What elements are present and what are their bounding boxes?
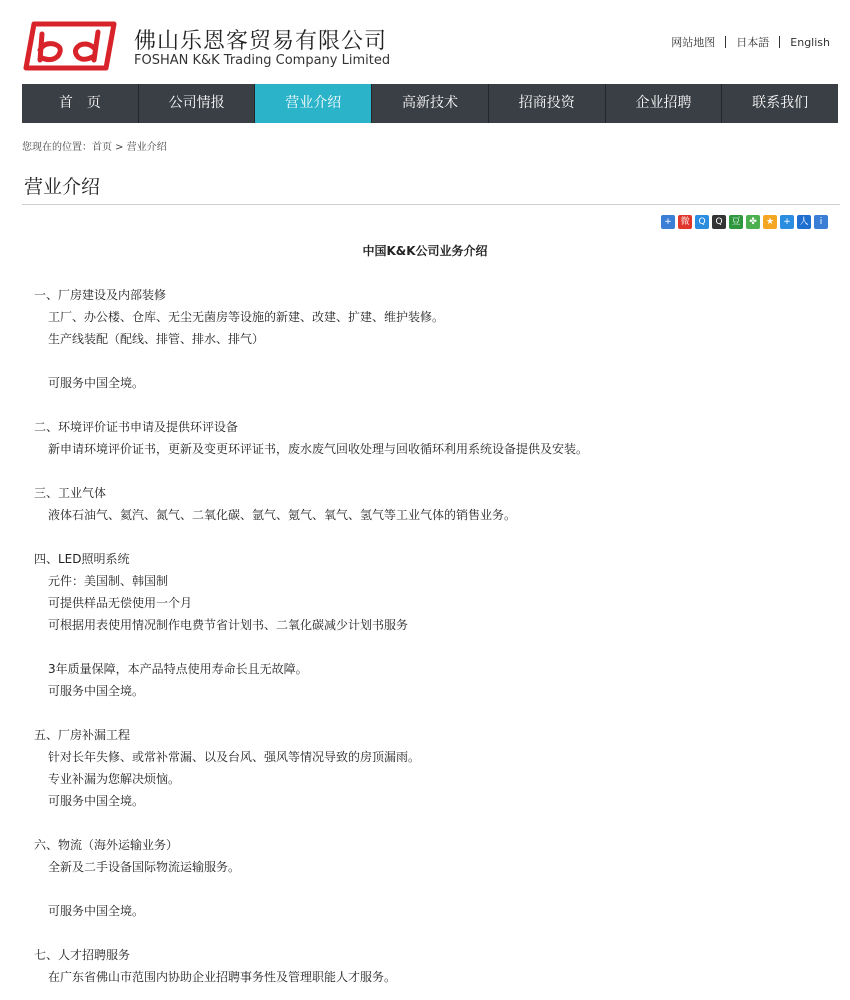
douban-icon[interactable]: 豆 — [729, 215, 743, 229]
section-line: 液体石油气、氦汽、氮气、二氧化碳、氩气、氪气、氧气、氢气等工业气体的销售业务。 — [48, 508, 517, 522]
breadcrumb-home-link[interactable]: 首页 — [92, 142, 112, 153]
section-line: 在广东省佛山市范围内协助企业招聘事务性及管理职能人才服务。 — [48, 970, 397, 984]
sitemap-link[interactable]: 网站地图 — [671, 36, 716, 49]
section-title: 三、工业气体 — [34, 486, 107, 500]
section-line: 元件：美国制、韩国制 — [48, 574, 169, 588]
plus-icon[interactable]: + — [661, 215, 675, 229]
nav-item-home[interactable]: 首 页 — [22, 84, 139, 123]
breadcrumb-current: 营业介绍 — [126, 142, 167, 153]
nav-item-business[interactable]: 营业介绍 — [255, 84, 372, 123]
renren-icon[interactable]: 人 — [797, 215, 811, 229]
main-nav — [22, 84, 838, 123]
spacer — [34, 350, 834, 372]
spacer — [34, 878, 834, 900]
title-divider — [22, 204, 840, 205]
english-link[interactable]: English — [790, 35, 830, 49]
section-line: 可服务中国全境。 — [48, 794, 145, 808]
section-line: 可提供样品无偿使用一个月 — [48, 596, 193, 610]
section-line: 可根据用表使用情况制作电费节省计划书、二氧化碳减少计划书服务 — [48, 618, 409, 632]
company-name-en: FOSHAN K&K Trading Company Limited — [134, 53, 391, 68]
share-toolbar — [661, 215, 828, 229]
site-header — [0, 0, 850, 84]
breadcrumb — [22, 138, 167, 153]
japanese-link[interactable]: 日本語 — [736, 36, 770, 49]
section-line: 专业补漏为您解决烦恼。 — [48, 772, 181, 786]
weibo-icon[interactable]: 微 — [678, 215, 692, 229]
section-line: 全新及二手设备国际物流运输服务。 — [48, 860, 241, 874]
section-line: 新申请环境评价证书，更新及变更环评证书，废水废气回收处理与回收循环利用系统设备提供及安装。 — [48, 442, 589, 456]
nav-item-contact[interactable]: 联系我们 — [752, 95, 809, 111]
spacer — [34, 636, 834, 658]
business-section — [34, 284, 834, 394]
nav-item-recruitment[interactable]: 企业招聘 — [606, 84, 723, 123]
article-title: 中国K&K公司业务介绍 — [362, 244, 488, 258]
link-divider — [779, 36, 780, 48]
qzone-icon[interactable]: Q — [695, 215, 709, 229]
section-line: 可服务中国全境。 — [48, 684, 145, 698]
section-title: 七、人才招聘服务 — [34, 948, 131, 962]
breadcrumb-separator: > — [112, 142, 127, 153]
nav-item-investment[interactable]: 招商投资 — [489, 84, 606, 123]
clover-icon[interactable]: ✤ — [746, 215, 760, 229]
star-icon[interactable]: ★ — [763, 215, 777, 229]
info-icon[interactable]: i — [814, 215, 828, 229]
business-section — [34, 482, 834, 526]
page-title: 营业介绍 — [24, 176, 101, 198]
section-title: 六、物流（海外运输业务） — [34, 838, 179, 852]
link-divider — [725, 36, 726, 48]
section-title: 四、LED照明系统 — [34, 552, 130, 566]
business-section — [34, 548, 834, 702]
business-section — [34, 834, 834, 922]
business-section — [34, 416, 834, 460]
add-icon[interactable]: + — [780, 215, 794, 229]
section-title: 一、厂房建设及内部装修 — [34, 288, 167, 302]
company-name-cn: 佛山乐恩客贸易有限公司 — [134, 29, 388, 54]
qq-icon[interactable]: Q — [712, 215, 726, 229]
section-line: 可服务中国全境。 — [48, 904, 145, 918]
business-section — [34, 944, 834, 988]
company-logo[interactable] — [22, 20, 118, 72]
section-line: 生产线装配（配线、排管、排水、排气） — [48, 332, 265, 346]
article-content — [34, 284, 834, 1000]
breadcrumb-prefix: 您现在的位置： — [22, 142, 92, 153]
section-line: 工厂、办公楼、仓库、无尘无菌房等设施的新建、改建、扩建、维护装修。 — [48, 310, 445, 324]
top-links — [671, 34, 830, 50]
section-line: 针对长年失修、或常补常漏、以及台风、强风等情况导致的房顶漏雨。 — [48, 750, 421, 764]
section-line: 3年质量保障，本产品特点使用寿命长且无故障。 — [48, 662, 308, 676]
section-title: 二、环境评价证书申请及提供环评设备 — [34, 420, 239, 434]
section-title: 五、厂房补漏工程 — [34, 728, 131, 742]
nav-item-technology[interactable]: 高新技术 — [372, 84, 489, 123]
business-section — [34, 724, 834, 812]
nav-item-company-info[interactable]: 公司情报 — [139, 84, 256, 123]
section-line: 可服务中国全境。 — [48, 376, 145, 390]
